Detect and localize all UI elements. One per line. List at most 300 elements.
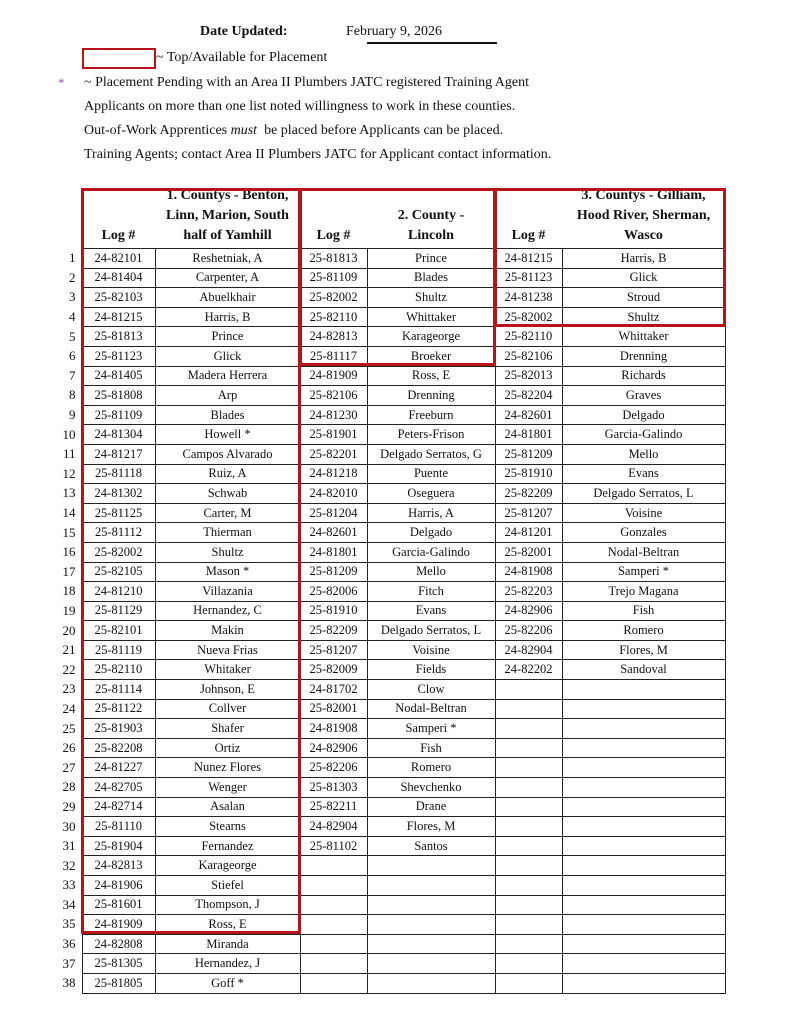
row-number-header bbox=[55, 186, 82, 249]
table-row bbox=[55, 973, 725, 993]
applicant-name: Mason * bbox=[155, 562, 300, 582]
applicant-name: Delgado Serratos, L bbox=[367, 621, 495, 641]
log-number: 25-81813 bbox=[300, 249, 367, 269]
log-number: 25-82204 bbox=[495, 386, 562, 406]
applicant-name: Stearns bbox=[155, 817, 300, 837]
log-number bbox=[495, 895, 562, 915]
applicant-name: Drenning bbox=[367, 386, 495, 406]
log-number: 25-81904 bbox=[82, 836, 155, 856]
applicant-name: Harris, B bbox=[155, 307, 300, 327]
log-number: 24-81230 bbox=[300, 405, 367, 425]
applicant-name: Shafer bbox=[155, 719, 300, 739]
log-number bbox=[495, 973, 562, 993]
row-number: 12 bbox=[62, 465, 76, 481]
applicant-name bbox=[562, 876, 725, 896]
applicant-name: Karageorge bbox=[367, 327, 495, 347]
table-row bbox=[55, 621, 725, 641]
table-row bbox=[55, 484, 725, 504]
applicant-name: Stroud bbox=[562, 288, 725, 308]
applicant-name: Nodal-Beltran bbox=[562, 542, 725, 562]
applicant-name: Thierman bbox=[155, 523, 300, 543]
log-header-2: Log # bbox=[316, 228, 351, 243]
row-number: 37 bbox=[62, 955, 76, 971]
log-number: 25-81601 bbox=[82, 895, 155, 915]
log-number bbox=[300, 876, 367, 896]
table-row bbox=[55, 699, 725, 719]
table-row bbox=[55, 444, 725, 464]
applicant-name: Fitch bbox=[367, 582, 495, 602]
applicant-name: Asalan bbox=[155, 797, 300, 817]
table-row bbox=[55, 542, 725, 562]
applicant-name: Fernandez bbox=[155, 836, 300, 856]
applicant-name: Nodal-Beltran bbox=[367, 699, 495, 719]
applicant-name: Blades bbox=[155, 405, 300, 425]
row-number: 36 bbox=[62, 936, 76, 952]
log-number: 24-81215 bbox=[495, 249, 562, 269]
log-number: 25-82002 bbox=[300, 288, 367, 308]
log-number: 24-82906 bbox=[300, 738, 367, 758]
log-number: 25-82002 bbox=[495, 307, 562, 327]
log-number: 25-82103 bbox=[82, 288, 155, 308]
log-number: 25-82105 bbox=[82, 562, 155, 582]
row-number: 16 bbox=[62, 544, 76, 560]
log-number bbox=[300, 895, 367, 915]
log-number: 24-81218 bbox=[300, 464, 367, 484]
log-number: 24-81302 bbox=[82, 484, 155, 504]
table-row bbox=[55, 405, 725, 425]
table-row bbox=[55, 836, 725, 856]
list-header-line: Lincoln bbox=[408, 228, 454, 243]
log-number: 25-81125 bbox=[82, 503, 155, 523]
log-number: 25-81903 bbox=[82, 719, 155, 739]
table-row bbox=[55, 817, 725, 837]
applicant-name bbox=[562, 778, 725, 798]
applicant-name: Carpenter, A bbox=[155, 268, 300, 288]
log-number: 24-82813 bbox=[300, 327, 367, 347]
row-number: 33 bbox=[62, 877, 76, 893]
applicant-name: Sandoval bbox=[562, 660, 725, 680]
applicant-name: Carter, M bbox=[155, 503, 300, 523]
applicant-name: Howell * bbox=[155, 425, 300, 445]
date-updated-label: Date Updated: bbox=[200, 24, 288, 39]
applicant-name bbox=[562, 699, 725, 719]
log-number: 25-81305 bbox=[82, 954, 155, 974]
row-number: 10 bbox=[62, 426, 76, 442]
applicant-name bbox=[562, 817, 725, 837]
log-number: 24-81217 bbox=[82, 444, 155, 464]
log-number: 24-81801 bbox=[495, 425, 562, 445]
table-row bbox=[55, 934, 725, 954]
applicant-name: Drenning bbox=[562, 346, 725, 366]
log-number: 24-81227 bbox=[82, 758, 155, 778]
table-row bbox=[55, 778, 725, 798]
note-apprentices-a: Out-of-Work Apprentices bbox=[84, 123, 228, 138]
row-number: 24 bbox=[62, 700, 76, 716]
applicant-name: Trejo Magana bbox=[562, 582, 725, 602]
applicant-name: Whittaker bbox=[367, 307, 495, 327]
row-number: 29 bbox=[62, 798, 76, 814]
log-number: 24-82904 bbox=[495, 640, 562, 660]
table-row bbox=[55, 797, 725, 817]
applicant-name: Santos bbox=[367, 836, 495, 856]
applicant-name: Delgado Serratos, G bbox=[367, 444, 495, 464]
log-number: 25-82009 bbox=[300, 660, 367, 680]
log-number: 25-82006 bbox=[300, 582, 367, 602]
applicant-name: Delgado bbox=[562, 405, 725, 425]
log-number: 25-82101 bbox=[82, 621, 155, 641]
row-number: 2 bbox=[69, 269, 76, 285]
log-number bbox=[495, 836, 562, 856]
applicant-name: Reshetniak, A bbox=[155, 249, 300, 269]
row-number: 6 bbox=[69, 348, 76, 364]
applicant-name bbox=[562, 758, 725, 778]
applicant-name: Madera Herrera bbox=[155, 366, 300, 386]
log-number: 25-81110 bbox=[82, 817, 155, 837]
applicant-name: Ross, E bbox=[367, 366, 495, 386]
table-row bbox=[55, 523, 725, 543]
log-number: 25-81122 bbox=[82, 699, 155, 719]
log-number: 25-81129 bbox=[82, 601, 155, 621]
applicant-name bbox=[367, 954, 495, 974]
log-number: 24-82601 bbox=[495, 405, 562, 425]
log-number: 25-81109 bbox=[82, 405, 155, 425]
applicant-name bbox=[367, 895, 495, 915]
applicant-name: Johnson, E bbox=[155, 680, 300, 700]
log-number: 25-81805 bbox=[82, 973, 155, 993]
table-row bbox=[55, 366, 725, 386]
table-row bbox=[55, 562, 725, 582]
log-number bbox=[495, 738, 562, 758]
applicant-name: Makin bbox=[155, 621, 300, 641]
applicant-name: Evans bbox=[562, 464, 725, 484]
table-row bbox=[55, 307, 725, 327]
date-updated-value: February 9, 2026 bbox=[346, 24, 443, 39]
applicant-name bbox=[562, 719, 725, 739]
row-number: 3 bbox=[69, 289, 76, 305]
log-number: 25-81114 bbox=[82, 680, 155, 700]
date-underline bbox=[367, 42, 497, 44]
list-header-line: 2. County - bbox=[397, 208, 465, 223]
row-number: 17 bbox=[62, 563, 76, 579]
row-number: 13 bbox=[62, 485, 76, 501]
applicant-name: Nueva Frias bbox=[155, 640, 300, 660]
log-number bbox=[300, 954, 367, 974]
applicant-name: Ruiz, A bbox=[155, 464, 300, 484]
table-row bbox=[55, 582, 725, 602]
list-header-2 bbox=[367, 186, 495, 249]
table-row bbox=[55, 680, 725, 700]
log-number: 24-81405 bbox=[82, 366, 155, 386]
applicant-name: Goff * bbox=[155, 973, 300, 993]
log-number: 25-81109 bbox=[300, 268, 367, 288]
table-row bbox=[55, 601, 725, 621]
row-number: 5 bbox=[69, 328, 76, 344]
log-number: 25-82106 bbox=[495, 346, 562, 366]
row-number: 9 bbox=[69, 407, 76, 423]
applicant-name bbox=[562, 836, 725, 856]
applicant-name: Ross, E bbox=[155, 915, 300, 935]
applicant-name bbox=[367, 915, 495, 935]
applicant-name: Hernandez, C bbox=[155, 601, 300, 621]
applicant-name bbox=[562, 856, 725, 876]
log-number: 25-81119 bbox=[82, 640, 155, 660]
row-number: 15 bbox=[62, 524, 76, 540]
applicant-name: Glick bbox=[155, 346, 300, 366]
note-apprentices-b: be placed before Applicants can be placed. bbox=[264, 123, 504, 138]
applicant-name: Campos Alvarado bbox=[155, 444, 300, 464]
log-number: 25-82106 bbox=[300, 386, 367, 406]
log-number bbox=[495, 778, 562, 798]
applicant-name: Samperi * bbox=[562, 562, 725, 582]
applicant-name: Graves bbox=[562, 386, 725, 406]
applicant-name: Voisine bbox=[367, 640, 495, 660]
applicant-name: Romero bbox=[562, 621, 725, 641]
log-number: 25-81901 bbox=[300, 425, 367, 445]
log-number: 25-81813 bbox=[82, 327, 155, 347]
log-number: 25-81123 bbox=[82, 346, 155, 366]
applicant-name: Richards bbox=[562, 366, 725, 386]
log-number: 25-82110 bbox=[495, 327, 562, 347]
applicant-name: Fish bbox=[367, 738, 495, 758]
log-number: 25-82201 bbox=[300, 444, 367, 464]
log-number bbox=[495, 758, 562, 778]
log-number bbox=[495, 680, 562, 700]
log-number: 24-81908 bbox=[300, 719, 367, 739]
table-row bbox=[55, 915, 725, 935]
applicant-name bbox=[562, 954, 725, 974]
row-number: 34 bbox=[62, 896, 76, 912]
log-number: 25-81207 bbox=[495, 503, 562, 523]
applicant-name: Prince bbox=[367, 249, 495, 269]
applicant-name bbox=[562, 680, 725, 700]
table-row bbox=[55, 876, 725, 896]
applicant-name: Peters-Frison bbox=[367, 425, 495, 445]
applicant-name: Gonzales bbox=[562, 523, 725, 543]
table-row bbox=[55, 327, 725, 347]
log-number bbox=[495, 699, 562, 719]
log-number: 24-81906 bbox=[82, 876, 155, 896]
applicant-name: Thompson, J bbox=[155, 895, 300, 915]
log-number: 24-82808 bbox=[82, 934, 155, 954]
log-number: 25-82208 bbox=[82, 738, 155, 758]
pending-marker: * bbox=[58, 75, 65, 90]
table-row bbox=[55, 503, 725, 523]
applicant-name bbox=[562, 915, 725, 935]
applicant-name: Flores, M bbox=[367, 817, 495, 837]
top-available-legend: ~ Top/Available for Placement bbox=[156, 50, 328, 65]
row-number: 11 bbox=[62, 446, 76, 462]
log-number: 25-81118 bbox=[82, 464, 155, 484]
log-number: 25-81209 bbox=[300, 562, 367, 582]
log-number: 25-82203 bbox=[495, 582, 562, 602]
applicant-name: Freeburn bbox=[367, 405, 495, 425]
applicant-name bbox=[367, 876, 495, 896]
pending-legend: ~ Placement Pending with an Area II Plumbers JATC registered Training Agent bbox=[84, 75, 530, 90]
log-number: 25-82001 bbox=[300, 699, 367, 719]
note-multiple-lists: Applicants on more than one list noted willingness to work in these counties. bbox=[84, 99, 516, 114]
log-number bbox=[495, 856, 562, 876]
list-header-line: Linn, Marion, South bbox=[166, 208, 289, 223]
table-row bbox=[55, 758, 725, 778]
log-number bbox=[495, 797, 562, 817]
log-number: 25-81204 bbox=[300, 503, 367, 523]
applicant-name: Hernandez, J bbox=[155, 954, 300, 974]
log-number bbox=[495, 719, 562, 739]
log-number bbox=[300, 973, 367, 993]
log-number: 24-81201 bbox=[495, 523, 562, 543]
applicant-name: Shevchenko bbox=[367, 778, 495, 798]
log-number: 24-81801 bbox=[300, 542, 367, 562]
row-number: 38 bbox=[62, 975, 76, 991]
log-number: 25-81112 bbox=[82, 523, 155, 543]
applicant-name bbox=[562, 934, 725, 954]
applicant-name: Drane bbox=[367, 797, 495, 817]
applicant-name: Delgado Serratos, L bbox=[562, 484, 725, 504]
log-number: 24-81304 bbox=[82, 425, 155, 445]
log-number: 25-81207 bbox=[300, 640, 367, 660]
table-row bbox=[55, 386, 725, 406]
applicant-name: Karageorge bbox=[155, 856, 300, 876]
row-number: 1 bbox=[69, 250, 76, 266]
table-row bbox=[55, 738, 725, 758]
applicant-name: Garcia-Galindo bbox=[562, 425, 725, 445]
log-number: 25-82001 bbox=[495, 542, 562, 562]
applicant-name: Puente bbox=[367, 464, 495, 484]
note-training-agents: Training Agents; contact Area II Plumbers JATC for Applicant contact information. bbox=[84, 147, 552, 162]
row-number: 32 bbox=[62, 857, 76, 873]
row-number: 20 bbox=[62, 622, 76, 638]
log-number: 25-81303 bbox=[300, 778, 367, 798]
log-number: 25-81910 bbox=[300, 601, 367, 621]
log-number: 25-81102 bbox=[300, 836, 367, 856]
row-number: 7 bbox=[69, 367, 76, 383]
table-row bbox=[55, 288, 725, 308]
row-number: 23 bbox=[62, 681, 76, 697]
applicant-name: Stiefel bbox=[155, 876, 300, 896]
list-header-1 bbox=[155, 186, 300, 249]
log-number: 24-81702 bbox=[300, 680, 367, 700]
top-available-swatch bbox=[82, 48, 156, 69]
applicant-name: Wenger bbox=[155, 778, 300, 798]
table-row bbox=[55, 346, 725, 366]
applicant-name: Harris, B bbox=[562, 249, 725, 269]
applicant-name: Ortiz bbox=[155, 738, 300, 758]
applicant-name: Blades bbox=[367, 268, 495, 288]
log-number: 25-81209 bbox=[495, 444, 562, 464]
row-number: 27 bbox=[62, 759, 76, 775]
applicant-name bbox=[562, 895, 725, 915]
applicant-name: Evans bbox=[367, 601, 495, 621]
list-header-line: 3. Countys - Gilliam, bbox=[581, 188, 706, 203]
log-number: 24-81404 bbox=[82, 268, 155, 288]
applicant-name: Villazania bbox=[155, 582, 300, 602]
log-number: 25-82110 bbox=[82, 660, 155, 680]
placement-table bbox=[55, 186, 726, 994]
log-number: 25-82206 bbox=[495, 621, 562, 641]
applicant-name: Prince bbox=[155, 327, 300, 347]
log-number: 24-82906 bbox=[495, 601, 562, 621]
applicant-name: Fields bbox=[367, 660, 495, 680]
list-header-line: 1. Countys - Benton, bbox=[166, 188, 289, 203]
applicant-name: Mello bbox=[562, 444, 725, 464]
log-number: 24-82010 bbox=[300, 484, 367, 504]
log-number: 24-82601 bbox=[300, 523, 367, 543]
row-number: 18 bbox=[62, 583, 76, 599]
applicant-name bbox=[367, 856, 495, 876]
table-row bbox=[55, 464, 725, 484]
table-row bbox=[55, 249, 725, 269]
list-header-line: Hood River, Sherman, bbox=[576, 208, 711, 223]
log-number: 25-82209 bbox=[495, 484, 562, 504]
row-number: 14 bbox=[62, 505, 76, 521]
list-header-line: Wasco bbox=[624, 228, 663, 243]
table-row bbox=[55, 954, 725, 974]
applicant-name: Delgado bbox=[367, 523, 495, 543]
applicant-name: Abuelkhair bbox=[155, 288, 300, 308]
applicant-name: Shultz bbox=[367, 288, 495, 308]
log-header-1: Log # bbox=[101, 228, 136, 243]
applicant-name: Romero bbox=[367, 758, 495, 778]
header-row bbox=[55, 186, 725, 249]
applicant-name: Arp bbox=[155, 386, 300, 406]
list-header-3 bbox=[562, 186, 725, 249]
log-number: 24-82705 bbox=[82, 778, 155, 798]
applicant-name: Nunez Flores bbox=[155, 758, 300, 778]
row-number: 30 bbox=[62, 818, 76, 834]
applicant-name: Voisine bbox=[562, 503, 725, 523]
log-number: 24-81908 bbox=[495, 562, 562, 582]
applicant-name bbox=[562, 738, 725, 758]
log-number: 24-81215 bbox=[82, 307, 155, 327]
applicant-name: Garcia-Galindo bbox=[367, 542, 495, 562]
log-number: 24-81909 bbox=[82, 915, 155, 935]
log-number: 25-81808 bbox=[82, 386, 155, 406]
log-number: 24-82714 bbox=[82, 797, 155, 817]
log-number: 25-82002 bbox=[82, 542, 155, 562]
log-number: 24-81210 bbox=[82, 582, 155, 602]
log-number: 25-81117 bbox=[300, 346, 367, 366]
table-row bbox=[55, 268, 725, 288]
applicant-name: Samperi * bbox=[367, 719, 495, 739]
log-number bbox=[495, 954, 562, 974]
log-number: 25-81123 bbox=[495, 268, 562, 288]
applicant-name: Collver bbox=[155, 699, 300, 719]
applicant-name: Clow bbox=[367, 680, 495, 700]
row-number: 4 bbox=[69, 309, 76, 325]
log-number: 25-82211 bbox=[300, 797, 367, 817]
applicant-name bbox=[562, 797, 725, 817]
applicant-name bbox=[562, 973, 725, 993]
log-number: 25-82013 bbox=[495, 366, 562, 386]
applicant-name bbox=[367, 934, 495, 954]
table-row bbox=[55, 660, 725, 680]
applicant-name: Fish bbox=[562, 601, 725, 621]
log-number: 24-82904 bbox=[300, 817, 367, 837]
list-header-line: half of Yamhill bbox=[183, 228, 272, 243]
row-number: 31 bbox=[62, 838, 76, 854]
log-number bbox=[495, 876, 562, 896]
log-number bbox=[300, 856, 367, 876]
applicant-name: Shultz bbox=[155, 542, 300, 562]
log-number: 25-82206 bbox=[300, 758, 367, 778]
applicant-name: Harris, A bbox=[367, 503, 495, 523]
applicant-name: Mello bbox=[367, 562, 495, 582]
log-number: 24-82813 bbox=[82, 856, 155, 876]
log-number: 25-82110 bbox=[300, 307, 367, 327]
applicant-name: Whitaker bbox=[155, 660, 300, 680]
applicant-name: Whittaker bbox=[562, 327, 725, 347]
applicant-name: Miranda bbox=[155, 934, 300, 954]
